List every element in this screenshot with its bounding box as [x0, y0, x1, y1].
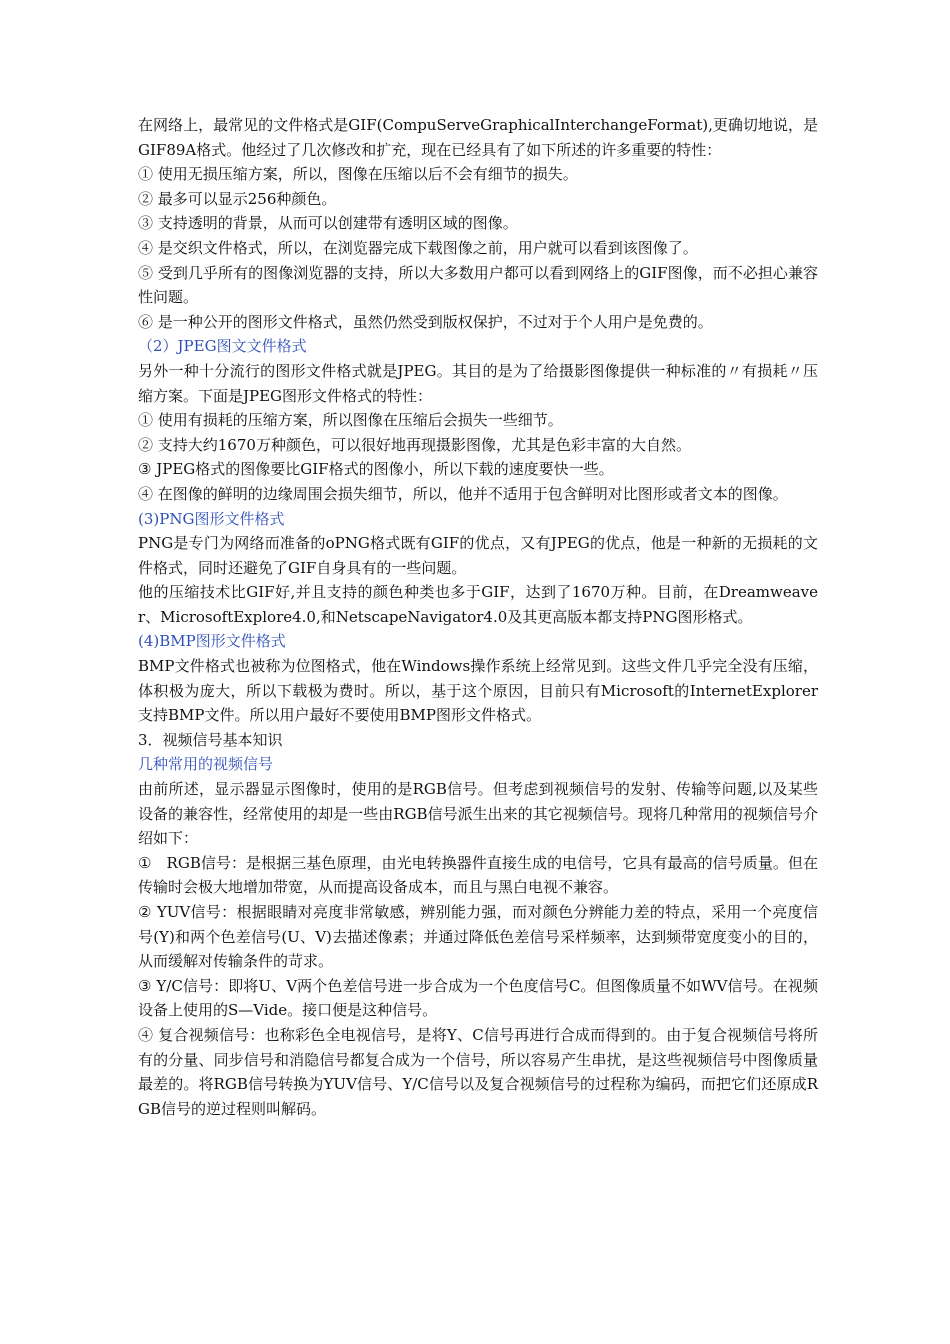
jpeg-feature-item-3: ③ JPEG格式的图像要比GIF格式的图像小，所以下载的速度要快一些。	[138, 460, 614, 479]
video-subsection-heading: 几种常用的视频信号	[138, 755, 274, 774]
bmp-paragraph: BMP文件格式也被称为位图格式，他在Windows操作系统上经常见到。这些文件几乎完全没有压缩，体积极为庞大，所以下载极为费时。所以，基于这个原因，目前只有Microsoft的InternetExplorer支持BMP文件。所以用户最好不要使用BMP图形文件格式。	[138, 657, 818, 725]
jpeg-intro-paragraph: 另外一种十分流行的图形文件格式就是JPEG。其目的是为了给摄影图像提供一种标准的〃有损耗〃压缩方案。下面是JPEG图形文件格式的特性：	[138, 361, 818, 405]
png-section-heading: (3)PNG图形文件格式	[138, 509, 285, 528]
document-body	[138, 113, 818, 1121]
jpeg-section-heading: （2）JPEG图文文件格式	[138, 337, 307, 356]
gif-feature-item-5: ⑤ 受到几乎所有的图像浏览器的支持，所以大多数用户都可以看到网络上的GIF图像，而不必担心兼容性问题。	[138, 263, 818, 307]
gif-intro-paragraph: 在网络上，最常见的文件格式是GIF(CompuServeGraphicalInterchangeFormat),更确切地说，是GIF89A格式。他经过了几次修改和扩充，现在已经具有了如下所述的许多重要的特性：	[138, 116, 818, 159]
jpeg-feature-item-4: ④ 在图像的鲜明的边缘周围会损失细节，所以，他并不适用于包含鲜明对比图形或者文本的图像。	[138, 484, 788, 503]
video-intro-paragraph: 由前所述，显示器显示图像时，使用的是RGB信号。但考虑到视频信号的发射、传输等问题,以及某些设备的兼容性，经常使用的却是一些由RGB信号派生出来的其它视频信号。现将几种常用的视频信号介绍如下：	[138, 780, 818, 848]
bmp-section-heading: (4)BMP图形文件格式	[138, 632, 286, 651]
video-signal-item-2: ② YUV信号：根据眼睛对亮度非常敏感，辨别能力强，而对颜色分辨能力差的特点，采用一个亮度信号(Y)和两个色差信号(U、V)去描述像素；并通过降低色差信号采样频率，达到频带宽度变小的目的，从而缓解对传输条件的苛求。	[138, 903, 818, 971]
jpeg-feature-item-2: ② 支持大约1670万种颜色，可以很好地再现摄影图像，尤其是色彩丰富的大自然。	[138, 435, 691, 454]
video-signal-item-4: ④ 复合视频信号：也称彩色全电视信号，是将Y、C信号再进行合成而得到的。由于复合视频信号将所有的分量、同步信号和消隐信号都复合成为一个信号，所以容易产生串扰，是这些视频信号中图像质量最差的。将RGB信号转换为YUV信号、Y/C信号以及复合视频信号的过程称为编码，而把它们还原成RGB信号的逆过程则叫解码。	[138, 1025, 818, 1118]
gif-feature-item-1: ① 使用无损压缩方案，所以，图像在压缩以后不会有细节的损失。	[138, 165, 578, 184]
png-paragraph-2: 他的压缩技术比GIF好,并且支持的颜色种类也多于GIF，达到了1670万种。目前，在Dreamweaver、MicrosoftExplore4.0,和NetscapeNavigator4.0及其更高版本都支持PNG图形格式。	[138, 583, 818, 626]
video-signal-item-3: ③ Y/C信号：即将U、V两个色差信号进一步合成为一个色度信号C。但图像质量不如WV信号。在视频设备上使用的S—Vide。接口便是这种信号。	[138, 976, 818, 1020]
png-paragraph-1: PNG是专门为网络而准备的oPNG格式既有GIF的优点，又有JPEG的优点，他是一种新的无损耗的文件格式，同时还避免了GIF自身具有的一些问题。	[138, 534, 818, 577]
video-section-title: 3．视频信号基本知识	[138, 730, 283, 749]
video-signal-item-1: ① RGB信号：是根据三基色原理，由光电转换器件直接生成的电信号，它具有最高的信号质量。但在传输时会极大地增加带宽，从而提高设备成本，而且与黑白电视不兼容。	[138, 853, 818, 897]
gif-feature-item-2: ② 最多可以显示256种颜色。	[138, 189, 337, 208]
gif-feature-item-3: ③ 支持透明的背景，从而可以创建带有透明区域的图像。	[138, 214, 518, 233]
gif-feature-item-4: ④ 是交织文件格式，所以，在浏览器完成下载图像之前，用户就可以看到该图像了。	[138, 238, 698, 257]
gif-feature-item-6: ⑥ 是一种公开的图形文件格式，虽然仍然受到版权保护，不过对于个人用户是免费的。	[138, 312, 713, 331]
jpeg-feature-item-1: ① 使用有损耗的压缩方案，所以图像在压缩后会损失一些细节。	[138, 411, 563, 430]
